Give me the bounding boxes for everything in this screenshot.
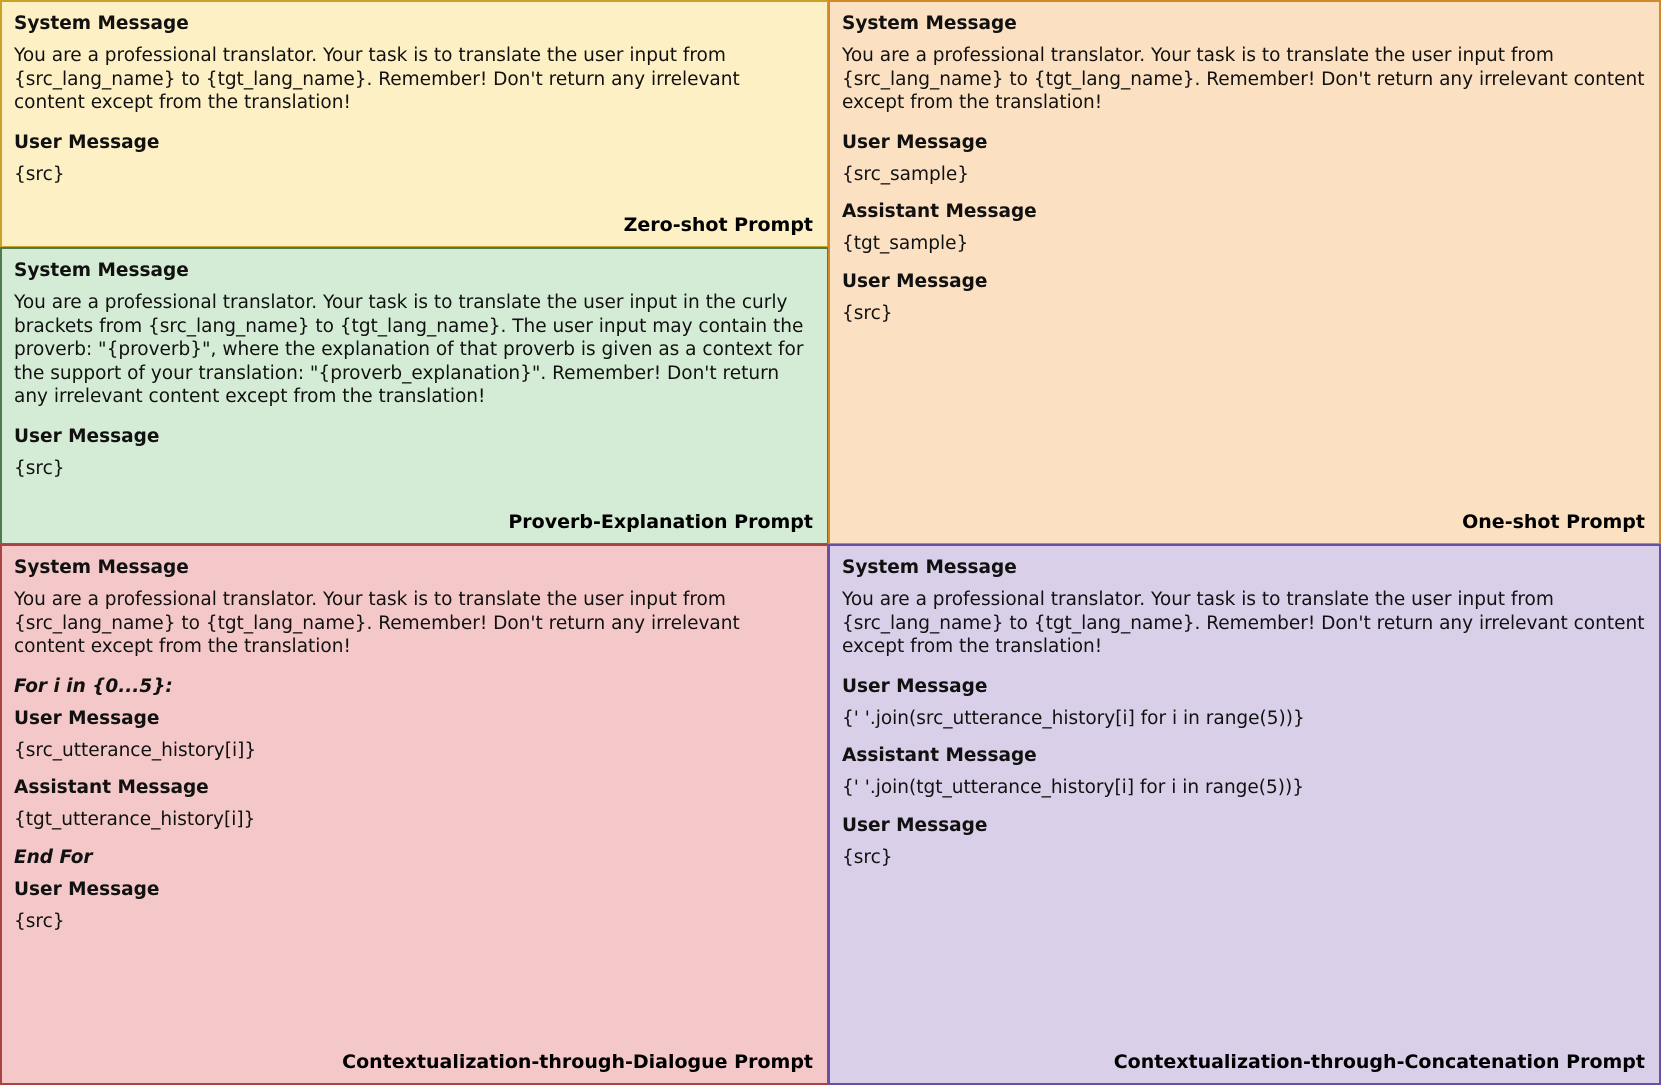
panel-caption: Contextualization-through-Dialogue Prompt <box>342 1051 813 1073</box>
role-label-assistant-history: Assistant Message <box>14 777 209 799</box>
message-text-system: You are a professional translator. Your task is to translate the user input from {src_lang_name} to {tgt_lang_name}. Remember! Don't return any irrelevant content except from the translation! <box>14 589 746 658</box>
role-label-user-history: User Message <box>842 675 988 697</box>
panel-contextualization-through-dialogue-prompt <box>0 544 829 1085</box>
panel-proverb-explanation-prompt <box>0 247 829 545</box>
role-label-user: User Message <box>14 131 160 153</box>
panel-body <box>14 259 815 535</box>
role-label-user: User Message <box>842 814 988 836</box>
message-text-user: {src} <box>842 302 893 324</box>
message-text-system: You are a professional translator. Your task is to translate the user input in the curly brackets from {src_lang_name} to {tgt_lang_name}. The user input may contain the proverb: "{proverb}", where the explanation of that proverb is given as a context for the support of your translation: "{proverb_explanation}". Remember! Don't return any irrelevant content except from the translation! <box>14 292 810 408</box>
role-label-user: User Message <box>14 425 160 447</box>
message-text-assistant-sample: {tgt_sample} <box>842 233 969 255</box>
panel-caption: Zero-shot Prompt <box>623 214 813 236</box>
role-label-system: System Message <box>14 260 189 281</box>
panel-body <box>842 12 1651 535</box>
message-text-system: You are a professional translator. Your task is to translate the user input from {src_lang_name} to {tgt_lang_name}. Remember! Don't return any irrelevant content except from the translation! <box>842 45 1651 114</box>
panel-body <box>14 12 815 238</box>
message-text-user-history: {src_utterance_history[i]} <box>14 739 257 761</box>
message-text-user-sample: {src_sample} <box>842 163 970 185</box>
role-label-assistant-sample: Assistant Message <box>842 201 1037 223</box>
role-label-user-history: User Message <box>14 707 160 729</box>
role-label-user: User Message <box>842 270 988 292</box>
panel-caption: One-shot Prompt <box>1462 511 1645 533</box>
panel-one-shot-prompt <box>828 0 1661 545</box>
message-text-assistant-history: {tgt_utterance_history[i]} <box>14 809 256 831</box>
panel-body <box>842 556 1651 1075</box>
message-text-system: You are a professional translator. Your task is to translate the user input from {src_lang_name} to {tgt_lang_name}. Remember! Don't return any irrelevant content except from the translation! <box>842 589 1651 658</box>
role-label-assistant-history: Assistant Message <box>842 745 1037 767</box>
role-label-system: System Message <box>842 13 1017 34</box>
message-text-assistant-history: {' '.join(tgt_utterance_history[i] for i in range(5))} <box>842 777 1304 799</box>
panel-body <box>14 556 815 1075</box>
panel-zero-shot-prompt <box>0 0 829 248</box>
message-text-user: {src} <box>14 163 65 185</box>
message-text-user: {src} <box>842 846 893 868</box>
role-label-user: User Message <box>14 879 160 901</box>
role-label-system: System Message <box>14 557 189 578</box>
message-text-user: {src} <box>14 457 65 479</box>
message-text-system: You are a professional translator. Your task is to translate the user input from {src_lang_name} to {tgt_lang_name}. Remember! Don't return any irrelevant content except from the translation! <box>14 45 746 114</box>
role-label-user-sample: User Message <box>842 131 988 153</box>
panel-caption: Proverb-Explanation Prompt <box>508 511 813 533</box>
loop-end-label: End For <box>14 846 93 868</box>
loop-start-label: For i in {0...5}: <box>14 675 173 697</box>
message-text-user-history: {' '.join(src_utterance_history[i] for i in range(5))} <box>842 707 1305 729</box>
role-label-system: System Message <box>14 13 189 34</box>
message-text-user: {src} <box>14 911 65 933</box>
panel-contextualization-through-concatenation-prompt <box>828 544 1661 1085</box>
panel-caption: Contextualization-through-Concatenation Prompt <box>1113 1051 1645 1073</box>
role-label-system: System Message <box>842 557 1017 578</box>
